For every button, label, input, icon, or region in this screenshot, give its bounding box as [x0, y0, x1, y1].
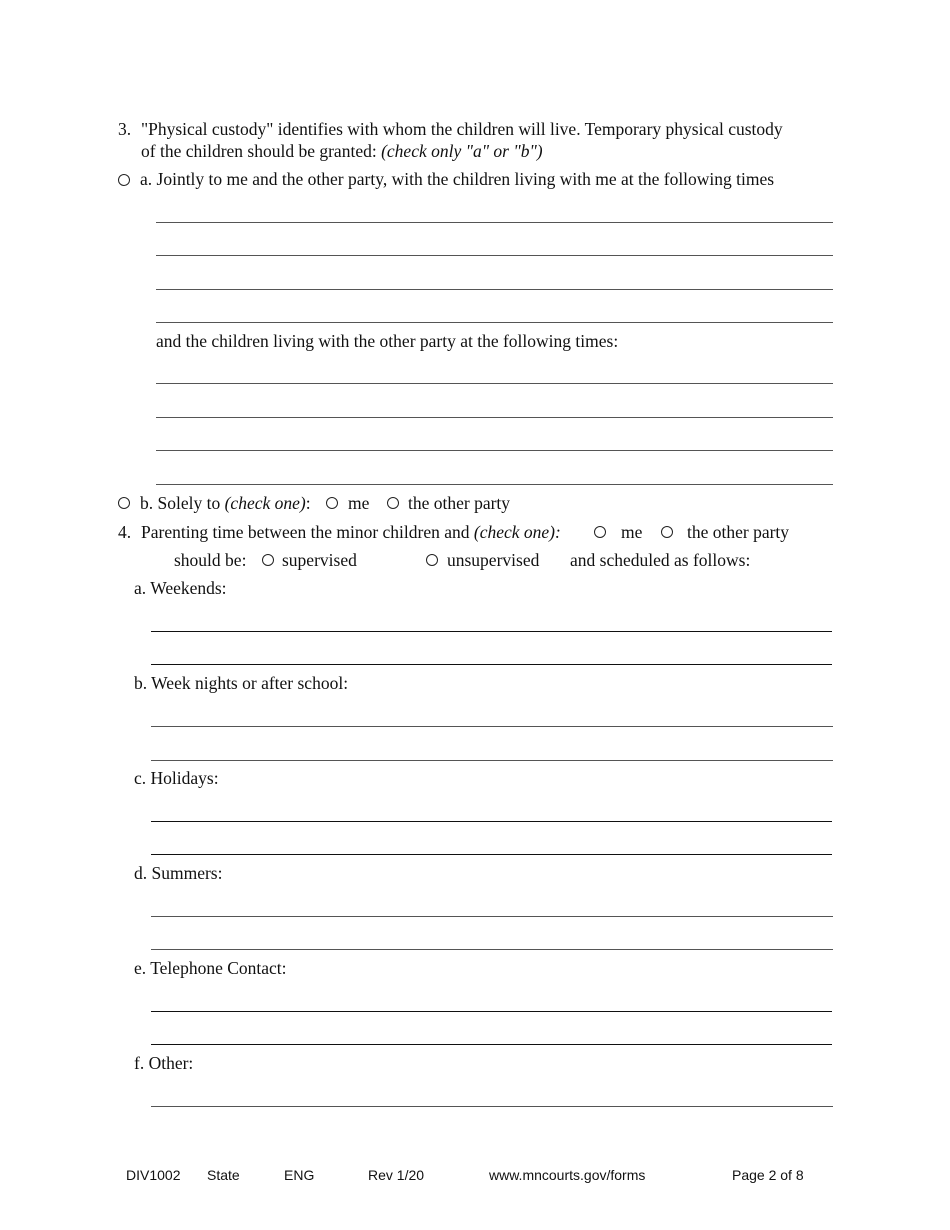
option-b-other-radio[interactable] — [387, 497, 399, 509]
other-times-line-3[interactable] — [156, 450, 833, 451]
scheduled-label: and scheduled as follows: — [570, 550, 751, 570]
summers-line-2[interactable] — [151, 949, 833, 950]
should-be-label: should be: — [174, 550, 247, 570]
option-a-other-party-label: and the children living with the other party at the following times: — [156, 331, 619, 351]
me-times-line-2[interactable] — [156, 255, 833, 256]
item4-other-radio[interactable] — [661, 526, 673, 538]
option-b-me-label: me — [348, 493, 370, 513]
item4-number: 4. — [118, 522, 132, 542]
weeknights-label: b. Week nights or after school: — [134, 673, 349, 693]
holidays-label: c. Holidays: — [134, 768, 219, 788]
weekends-label: a. Weekends: — [134, 578, 227, 598]
other-times-line-1[interactable] — [156, 383, 833, 384]
item3-number: 3. — [118, 119, 132, 139]
holidays-line-2[interactable] — [151, 854, 832, 855]
other-times-line-4[interactable] — [156, 484, 833, 485]
other-times-line-2[interactable] — [156, 417, 833, 418]
weeknights-line-2[interactable] — [151, 760, 833, 761]
item4-other-label: the other party — [687, 522, 790, 542]
me-times-line-3[interactable] — [156, 289, 833, 290]
footer-jurisdiction: State — [207, 1167, 240, 1183]
telephone-line-2[interactable] — [151, 1044, 832, 1045]
unsupervised-radio[interactable] — [426, 554, 438, 566]
footer-form-id: DIV1002 — [126, 1167, 181, 1183]
holidays-line-1[interactable] — [151, 821, 832, 822]
unsupervised-label: unsupervised — [447, 550, 540, 570]
option-b-me-radio[interactable] — [326, 497, 338, 509]
telephone-label: e. Telephone Contact: — [134, 958, 287, 978]
item3-text-line2: of the children should be granted: (check only "a" or "b") — [141, 141, 543, 161]
footer-revision: Rev 1/20 — [368, 1167, 425, 1183]
option-b-label: b. Solely to (check one): — [140, 493, 311, 513]
option-b-radio[interactable] — [118, 497, 130, 509]
item4-me-radio[interactable] — [594, 526, 606, 538]
footer-page-number: Page 2 of 8 — [732, 1167, 804, 1183]
footer-language: ENG — [284, 1167, 315, 1183]
weekends-line-1[interactable] — [151, 631, 832, 632]
item3-check-note: (check only "a" or "b") — [381, 141, 543, 161]
option-a-label: a. Jointly to me and the other party, with the children living with me at the following times — [140, 169, 775, 189]
supervised-label: supervised — [282, 550, 357, 570]
me-times-line-1[interactable] — [156, 222, 833, 223]
item4-me-label: me — [621, 522, 643, 542]
item4-text: Parenting time between the minor children and (check one): — [141, 522, 561, 542]
supervised-radio[interactable] — [262, 554, 274, 566]
item3-text-line1: "Physical custody" identifies with whom the children will live. Temporary physical custody — [141, 119, 783, 139]
weekends-line-2[interactable] — [151, 664, 832, 665]
summers-label: d. Summers: — [134, 863, 223, 883]
telephone-line-1[interactable] — [151, 1011, 832, 1012]
other-label: f. Other: — [134, 1053, 194, 1073]
me-times-line-4[interactable] — [156, 322, 833, 323]
footer-website[interactable]: www.mncourts.gov/forms — [489, 1167, 646, 1183]
weeknights-line-1[interactable] — [151, 726, 833, 727]
option-a-radio[interactable] — [118, 174, 130, 186]
option-b-other-label: the other party — [408, 493, 511, 513]
summers-line-1[interactable] — [151, 916, 833, 917]
other-line-1[interactable] — [151, 1106, 833, 1107]
